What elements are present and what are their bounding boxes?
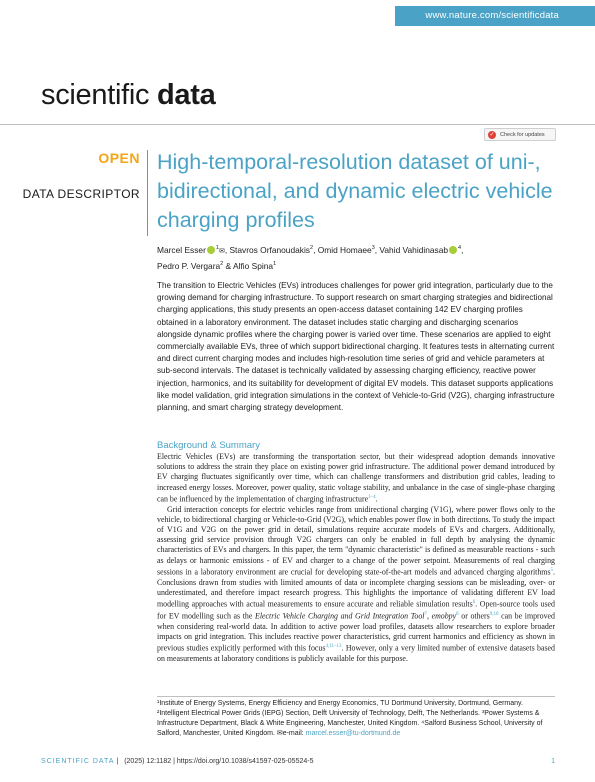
top-bar [0, 0, 595, 28]
check-for-updates-button[interactable] [484, 128, 556, 141]
affiliation-ref: 2 [220, 260, 224, 267]
affiliation-ref: 1 [273, 260, 277, 267]
paragraph [157, 505, 555, 665]
update-check-icon: ✓ [489, 132, 495, 138]
affiliation-ref: 1 [215, 245, 219, 251]
author-list: Marcel Esser $^1$✉, Stavros Orfanoudakis$^2$, Omid Homaee$^3$, Vahid Vahidinasab $^4$, Pedro P. Vergara$^2$ & Alfio Spina$^1$ [157, 244, 464, 271]
affiliation-divider [157, 696, 555, 697]
affiliation-ref: 2 [310, 245, 314, 251]
affiliation-ref: 3 [371, 245, 375, 251]
citation-ref[interactable]: 1–4 [368, 494, 376, 500]
citation-ref[interactable]: 9,10 [489, 611, 499, 617]
affiliation-text: ¹Institute of Energy Systems, Energy Efficiency and Energy Economics, TU Dortmund University, Dortmund, Germany. ²Intelligent Electrical Power Grids (IEPG) Section, Delft University of Technology, Delft, The Netherlands. ³Power Systems & Infrastructure Department, Black & White Engineering, Manchester, United Kingdom. ⁴Salford Business School, University of Salford, Manchester, United Kingdom. ✉e-mail: [157, 700, 543, 737]
abstract: The transition to Electric Vehicles (EVs) introduces challenges for power grid integration, particularly due to the growing demand for charging infrastructure. To support research on smart charging strategies and bidirectional charging applications, this study presents an open-access dataset containing 142 EV charging profiles obtained in a laboratory environment. The dataset includes static charging and discharging scenarios alongside dynamic profiles where the charging power is varied over time. These scenarios are applied to eight commercially available EVs, three of which support bidirectional charging. It features tests in alternating current and direct current charging modes and includes high-resolution time series of grid and vehicle parameters at sub-second intervals. The dataset is technically validated by assessing charging efficiency, reactive power injection, harmonics, and its suitability for development of digital EV models. This dataset supports applications like model validation, grid integration simulations in the context of Vehicle-to-Grid (V2G), charging infrastructure planning, and smart charging strategy development. [157, 281, 555, 413]
author-name[interactable]: , Vahid Vahidinasab [374, 244, 449, 255]
masthead-light: scientific [41, 79, 150, 111]
section-heading: Background & Summary [157, 440, 260, 451]
paragraph-text: , [426, 611, 432, 621]
author-name[interactable]: Pedro P. Vergara [157, 260, 221, 271]
paragraph-text: or others [458, 611, 490, 621]
author-name[interactable]: Marcel Esser [157, 244, 206, 255]
orcid-icon[interactable] [207, 246, 215, 254]
tool-name: emobpy [431, 611, 457, 621]
paragraph: Electric Vehicles (EVs) are transforming the transportation sector, but their widespread adoption demands innovative solutions to address the strain they place on existing power grid infrastructure. The additional power demand introduced by EV charging fluctuates significantly over time, which can challenge transformers and distribution grid cables, leading to increased energy losses. Moreover, power quality, static voltage stability, and unbalance in the case of single-phase charging can be influenced by the implementation of charging infrastructure$^{1-4}$. [157, 452, 555, 504]
masthead-bold: data [156, 79, 216, 111]
email-link[interactable]: marcel.esser@tu-dortmund.de [305, 730, 401, 737]
check-updates-label: Check for updates [500, 132, 545, 138]
citation-ref[interactable]: 7 [424, 611, 427, 617]
paragraph-text: Electric Vehicles (EVs) are transforming the transportation sector, but their widespread adoption demands innovative solutions to address the strain they place on existing power grid infrastructure. The additional power demand introduced by EV charging fluctuates significantly over time, which can challenge transformers and distribution grid cables, leading to increased energy losses. Moreover, power quality, static voltage stability, and unbalance in the case of single-phase charging can be influenced by the implementation of charging infrastructure [157, 452, 555, 504]
footer-citation[interactable]: (2025) 12:1182 | https://doi.org/10.1038/s41597-025-05524-5 [124, 758, 314, 765]
journal-url[interactable]: www.nature.com/scientificdata [395, 6, 595, 26]
article-title: High-temporal-resolution dataset of uni-, bidirectional, and dynamic electric vehicle charging profiles [157, 150, 553, 232]
paragraph-text: . However, only a very limited number of extensive datasets based on measurements at laboratory conditions is publicly available for this purpose. [157, 643, 555, 663]
paragraph-text: can be improved when considering real-world data. In addition to active power load profiles, datasets allow researchers to explore broader impacts on grid integration. This includes reactive power characteristics, grid current harmonics and efficiency as shown in previous studies explicitly performed with this focus [157, 611, 555, 653]
paragraph-text: . Open-source tools used for EV modelling such as the [157, 599, 555, 621]
body-text [157, 452, 555, 664]
author-name[interactable]: & Alfio Spina [223, 260, 274, 271]
footer-separator: | [116, 758, 119, 765]
citation-ref[interactable]: 6 [472, 600, 476, 606]
citation-ref[interactable]: 5 [550, 567, 554, 573]
paragraph-text: Grid interaction concepts for electric vehicles range from unidirectional charging (V1G), where power flows only to the vehicle, to bidirectional charging or Vehicle-to-Grid (V2G), which enables power flow in both directions. To study the impact of V1G and V2G on the power grid in detail, simulations require accurate models of EVs and chargers. Additionally, assessing grid service provision through V2G chargers can only be enabled in full depth by analysing the dynamic characteristics of EVs and chargers. In this paper, the term "dynamic characteristic" is defined as measurable reactions - such as delays or harmonic emissions - of EV and charger to a change of the power setpoint. Measurements of real charging sessions in a laboratory environment are crucial for developing state-of-the-art models and advanced charging algorithms [157, 504, 555, 577]
affiliations [157, 699, 555, 739]
email-icon[interactable]: ✉ [218, 247, 225, 255]
author-name[interactable]: , Stavros Orfanoudakis [224, 244, 310, 255]
page-number: 1 [551, 758, 555, 765]
article-type-label: DATA DESCRIPTOR [22, 187, 140, 201]
author-name[interactable]: , Omid Homaee [313, 244, 372, 255]
footer-journal: SCIENTIFIC DATA [41, 758, 115, 765]
paragraph-text: . Conclusions drawn from studies with limited amounts of data or incomplete charging sessions can be misleading, over- or underestimated, and therefore impact research progress. This highlights the importance of validating different EV load modelling approaches with actual measurements to ensure accurate and reliable simulation results [157, 567, 555, 609]
citation-ref[interactable]: 8 [456, 611, 459, 617]
citation-ref[interactable]: 4,11–13 [325, 644, 342, 650]
masthead-divider [0, 124, 595, 125]
journal-masthead [41, 78, 215, 112]
title-divider [147, 150, 148, 236]
tool-name: Electric Vehicle Charging and Grid Integration Tool [255, 611, 425, 621]
orcid-icon[interactable] [449, 246, 457, 254]
page-footer [41, 755, 555, 769]
affiliation-ref: 4 [458, 245, 462, 251]
open-access-label: OPEN [98, 150, 140, 166]
